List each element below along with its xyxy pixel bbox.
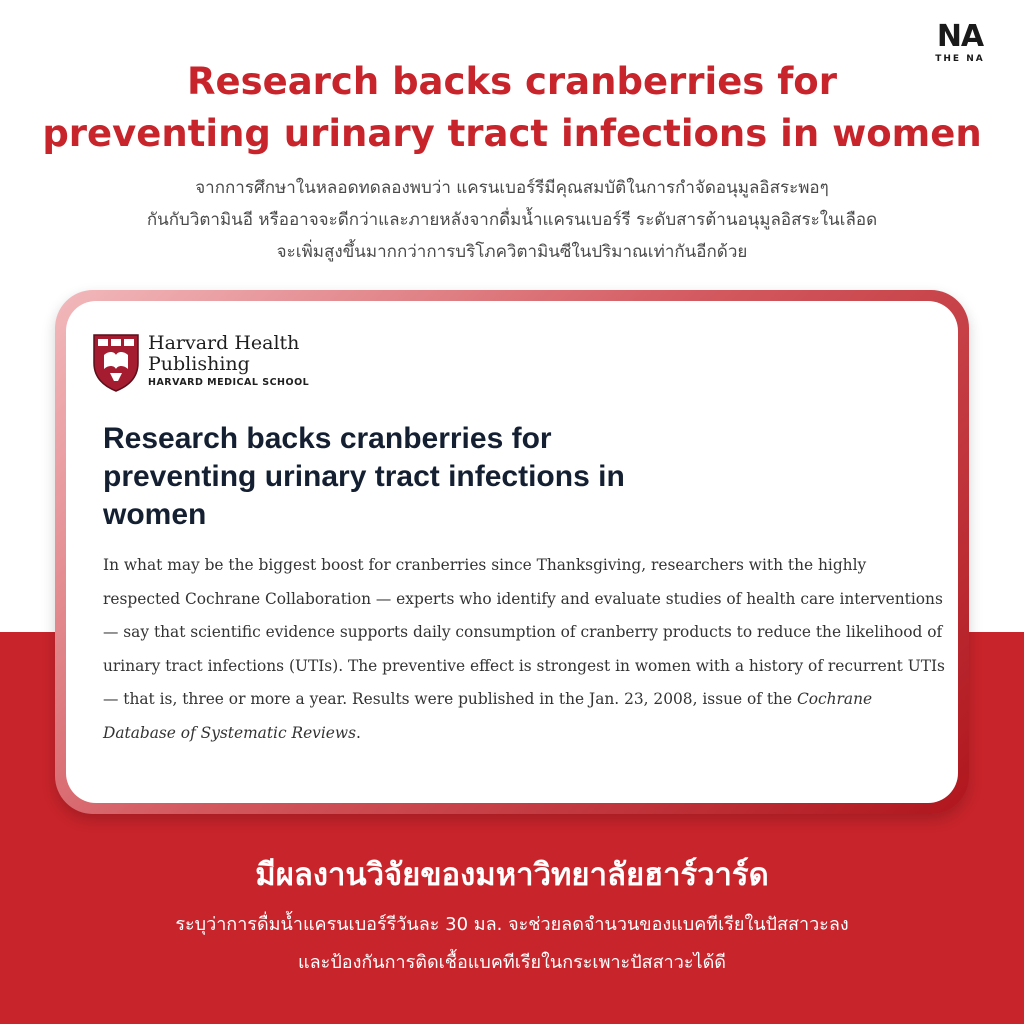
footer-line-2: และป้องกันการติดเชื้อแบคทีเรียในกระเพาะปัสสาวะได้ดี xyxy=(298,952,726,973)
article-title-line-1: Research backs cranberries for xyxy=(103,422,552,455)
brand-mark: NA xyxy=(936,19,984,54)
logo-line-3: HARVARD MEDICAL SCHOOL xyxy=(148,377,310,388)
intro-line-2: กันกับวิตามินอี หรืออาจจะดีกว่าและภายหลังจากดื่มน้ำแครนเบอร์รี ระดับสารต้านอนุมูลอิสระในเลือด xyxy=(146,210,878,230)
intro-line-1: จากการศึกษาในหลอดทดลองพบว่า แครนเบอร์รีมีคุณสมบัติในการกำจัดอนุมูลอิสระพอๆ xyxy=(195,178,829,198)
logo-line-1: Harvard Health xyxy=(148,332,300,354)
article-body xyxy=(103,549,948,750)
page-headline xyxy=(40,56,984,160)
article-body-text: In what may be the biggest boost for cranberries since Thanksgiving, researchers with the highly respected Cochrane Collaboration — experts who identify and evaluate studies of health care interventions — say that scientific evidence supports daily consumption of cranberry products to reduce the likelihood of urinary tract infections (UTIs). The preventive effect is strongest in women with a history of recurrent UTIs — that is, three or more a year. Results were published in the Jan. 23, 2008, issue of the xyxy=(103,556,945,708)
harvard-shield-icon xyxy=(92,333,140,393)
footer-title: มีผลงานวิจัยของมหาวิทยาลัยฮาร์วาร์ด xyxy=(255,857,769,893)
footer-line-1: ระบุว่าการดื่มน้ำแครนเบอร์รีวันละ 30 มล. จะช่วยลดจำนวนของแบคทีเรียในปัสสาวะลง xyxy=(175,914,849,935)
logo-wordmark xyxy=(148,333,408,388)
headline-line-1: Research backs cranberries for xyxy=(187,60,837,103)
headline-line-2: preventing urinary tract infections in women xyxy=(42,112,982,155)
intro-line-3: จะเพิ่มสูงขึ้นมากกว่าการบริโภควิตามินซีในปริมาณเท่ากันอีกด้วย xyxy=(276,242,748,262)
footer-text xyxy=(40,906,984,982)
journal-name: Cochrane Database of Systematic Reviews xyxy=(103,690,873,742)
article-title xyxy=(103,420,783,534)
intro-paragraph xyxy=(40,172,984,268)
article-title-line-3: women xyxy=(103,498,207,531)
article-body-end: . xyxy=(355,723,361,742)
article-title-line-2: preventing urinary tract infections in xyxy=(103,460,625,493)
logo-line-2: Publishing xyxy=(148,353,250,375)
brand-name: THE NA xyxy=(935,54,985,64)
